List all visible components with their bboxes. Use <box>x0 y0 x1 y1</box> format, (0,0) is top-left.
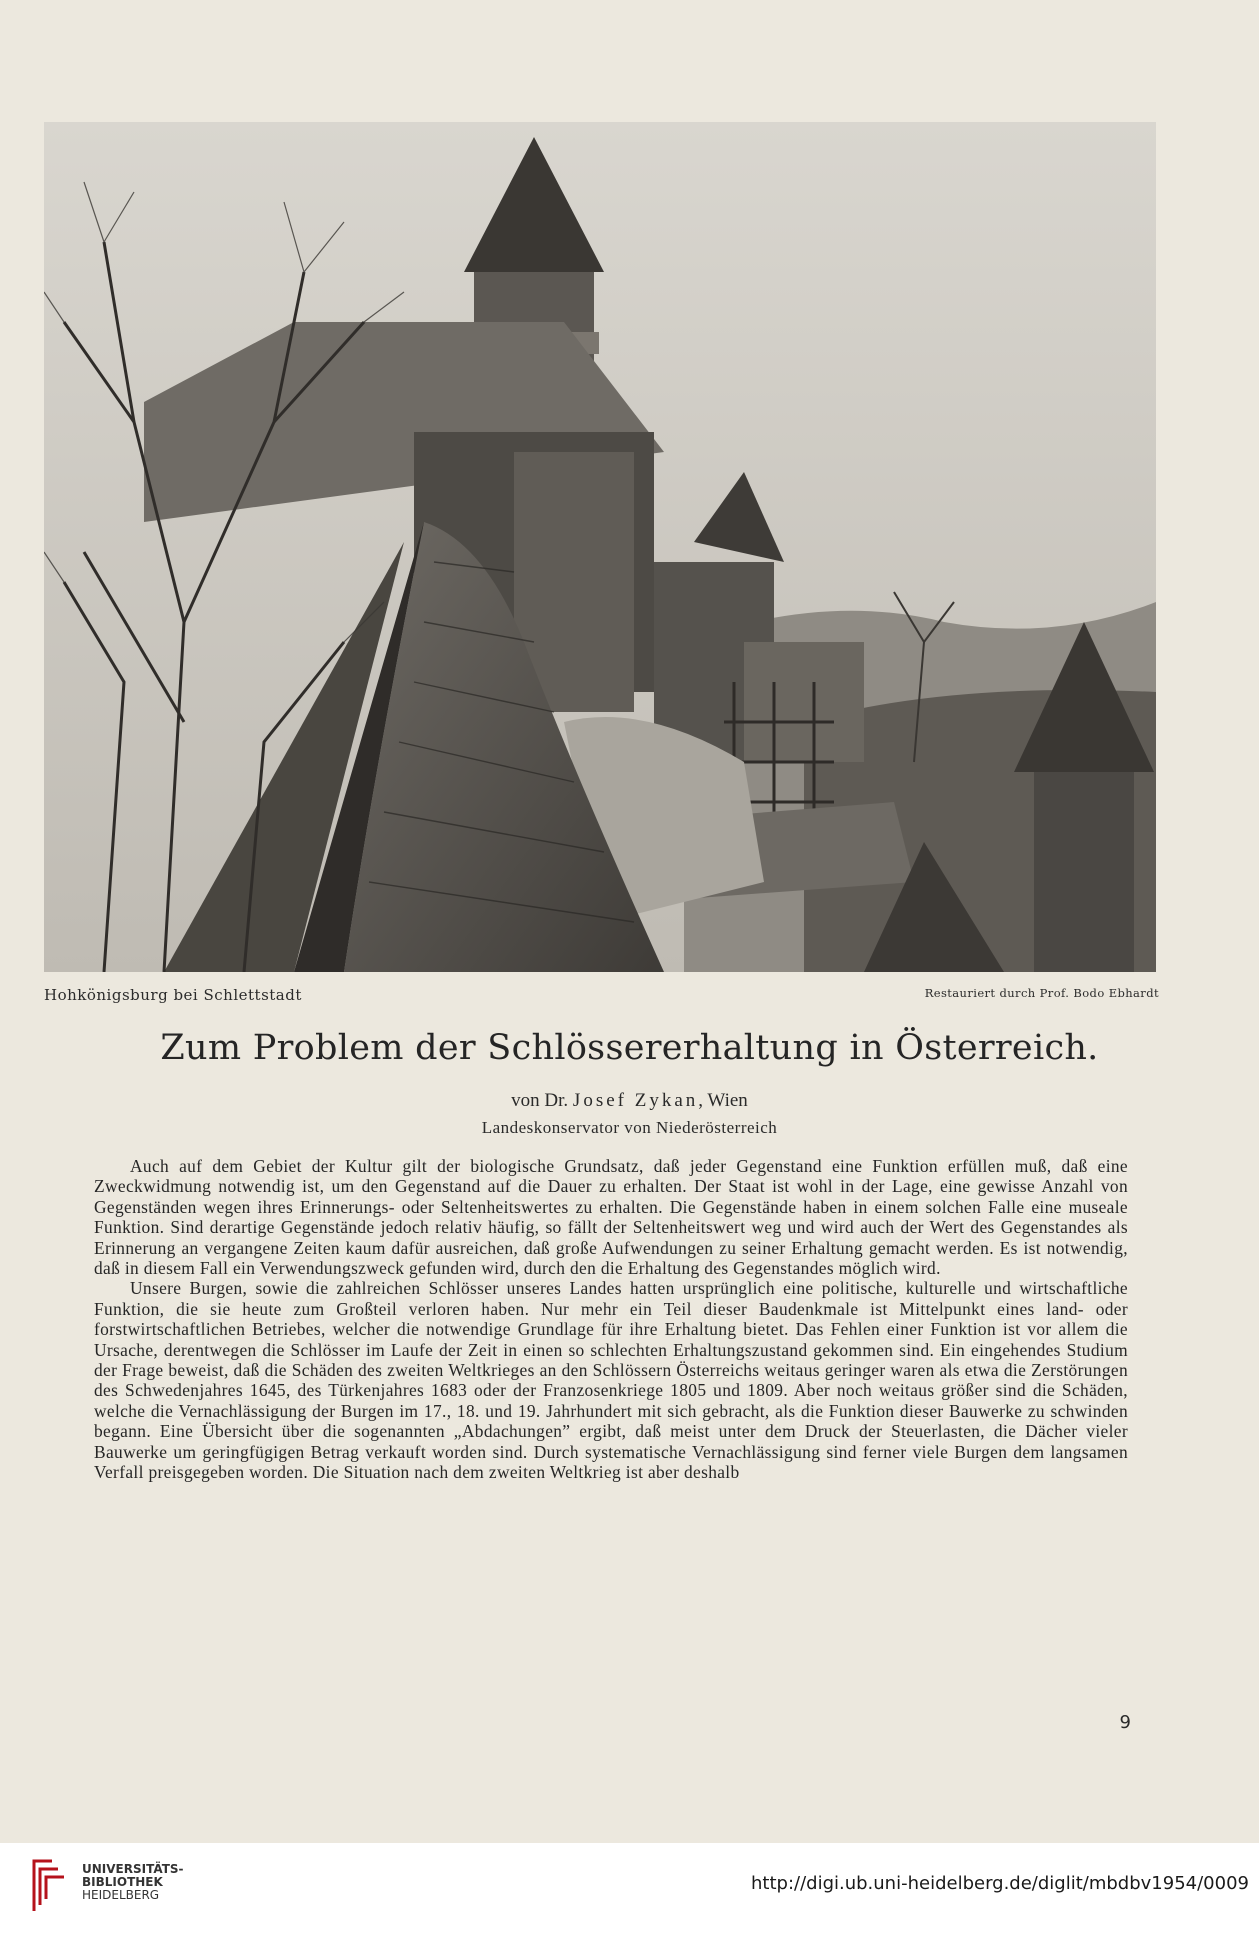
logo-line: HEIDELBERG <box>82 1888 160 1902</box>
logo-line: UNIVERSITÄTS- <box>82 1862 184 1876</box>
article-paragraph: Auch auf dem Gebiet der Kultur gilt der biologische Grundsatz, daß jeder Gegenstand eine Funktion erfüllen muß, daß eine Zweckwidmung notwendig ist, um den Gegenstand auf die Dauer zu erhalten. Der Staat ist wohl in der Lage, eine gewisse Anzahl von Gegenständen wegen ihres Erinnerungs- oder Seltenheitswertes zu erhalten. Die Gegenstände haben in einem solchen Falle eine museale Funktion. Sind derartige Gegenstände jedoch relativ häufig, so fällt der Seltenheitswert weg und wird auch der Wert des Gegenstandes als Erinnerung an vergangene Zeiten kaum dafür ausreichen, daß große Aufwendungen zu seiner Erhaltung gemacht werden. Es ist notwendig, daß in diesem Fall ein Verwendungszweck gefunden wird, durch den die Erhaltung des Gegenstandes möglich wird. <box>94 1156 1128 1279</box>
byline-suffix: , Wien <box>698 1090 748 1111</box>
byline-prefix: von Dr. <box>511 1090 569 1111</box>
page-number: 9 <box>1119 1712 1131 1733</box>
author-role: Landeskonservator von Niederösterreich <box>481 1118 778 1137</box>
article-title: Zum Problem der Schlössererhaltung in Österreich. <box>160 1028 1099 1068</box>
castle-photograph <box>44 122 1156 972</box>
library-logo-text <box>82 1863 184 1902</box>
photo-caption-title: Hohkönigsburg bei Schlettstadt <box>44 986 302 1004</box>
library-footer <box>0 1843 1259 1934</box>
library-logo-icon <box>30 1857 72 1913</box>
article-byline <box>0 1090 1259 1112</box>
logo-line: BIBLIOTHEK <box>82 1875 163 1889</box>
article-paragraph: Unsere Burgen, sowie die zahlreichen Schlösser unseres Landes hatten ursprünglich eine politische, kulturelle und wirtschaftliche Funktion, die sie heute zum Großteil verloren haben. Nur mehr ein Teil dieser Baudenkmale ist Mittelpunkt eines land- oder forstwirtschaftlichen Betriebes, welcher die notwendige Grundlage für ihre Erhaltung bietet. Das Fehlen einer Funktion ist vor allem die Ursache, derentwegen die Schlösser im Laufe der Zeit in einen so schlechten Erhaltungszustand gekommen sind. Ein eingehendes Studium der Frage beweist, daß die Schäden des zweiten Weltkrieges an den Schlössern Österreichs weitaus geringer waren als etwa die Zerstörungen des Schwedenjahres 1645, des Türkenjahres 1683 oder der Franzosenkriege 1805 und 1809. Aber noch weitaus größer sind die Schäden, welche die Vernachlässigung der Burgen im 17., 18. und 19. Jahrhundert mit sich gebracht, als die Funktion dieser Bauwerke zu schwinden begann. Eine Übersicht über die sogenannten „Abdachungen” ergibt, daß meist unter dem Druck der Steuerlasten, die Dächer vieler Bauwerke um geringfügigen Betrag verkauft worden sind. Durch systematische Vernachlässigung sind ferner viele Burgen dem langsamen Verfall preisgegeben worden. Die Situation nach dem zweiten Weltkrieg ist aber deshalb <box>94 1278 1128 1483</box>
castle-photo-illustration <box>44 122 1156 972</box>
photo-caption-credit: Restauriert durch Prof. Bodo Ebhardt <box>924 986 1159 1000</box>
article-body <box>94 1156 1128 1483</box>
author-name: Josef Zykan <box>572 1090 699 1111</box>
source-url-link[interactable]: http://digi.ub.uni-heidelberg.de/diglit/mbdbv1954/0009 <box>751 1873 1249 1894</box>
